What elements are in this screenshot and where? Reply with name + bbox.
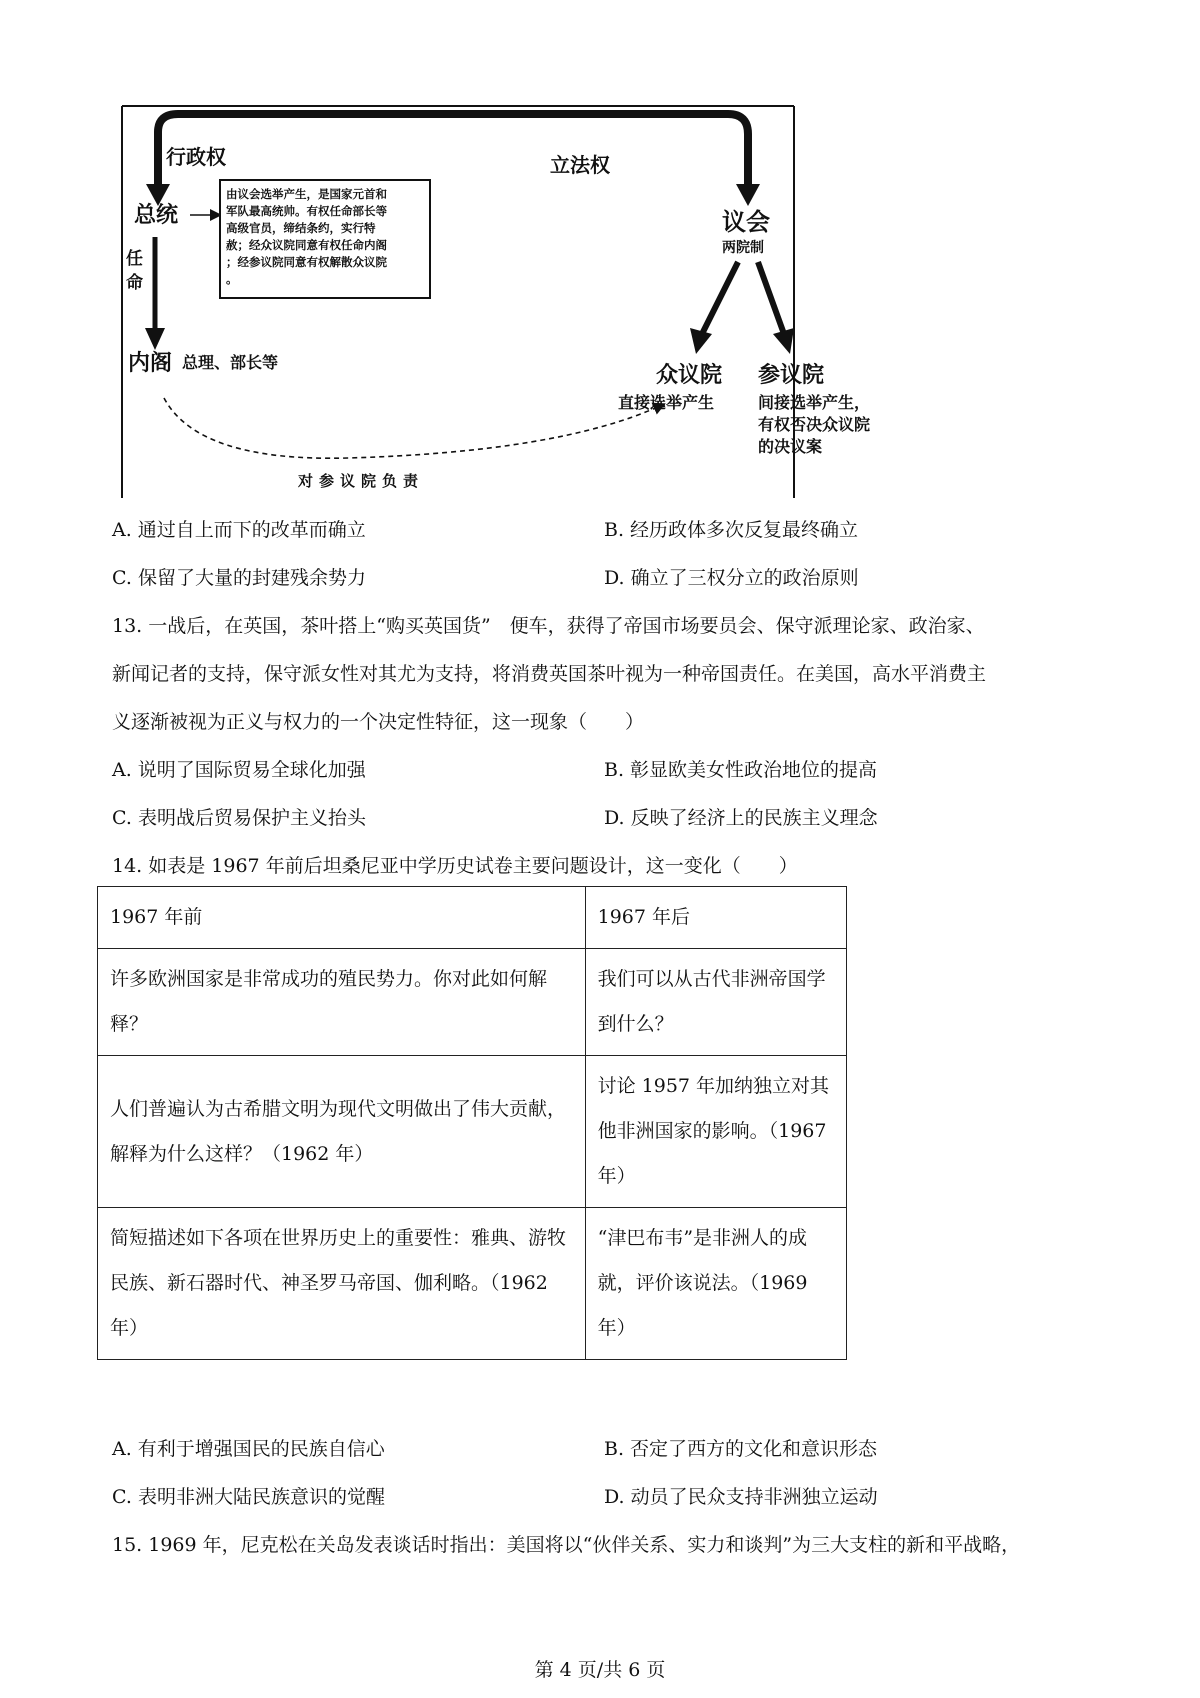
president-label: 总统 xyxy=(134,203,179,228)
diagram-svg xyxy=(118,102,871,502)
table-header-row xyxy=(98,887,847,949)
q13-stem-line-1: 13. 一战后，在英国，茶叶搭上“购买英国货” 便车，获得了帝国市场要员会、保守派理论家、政治家、 xyxy=(112,615,985,637)
responsibility-curve xyxy=(164,398,660,458)
q12-option-d[interactable]: D. 确立了三权分立的政治原则 xyxy=(604,567,859,589)
q12-option-c[interactable]: C. 保留了大量的封建残余势力 xyxy=(112,567,366,589)
q15-stem-line-1: 15. 1969 年，尼克松在关岛发表谈话时指出：美国将以“伙伴关系、实力和谈判”为三大支柱的新和平战略， xyxy=(112,1534,1021,1556)
lower-house-arrowhead xyxy=(690,328,712,354)
q13-stem-line-2: 新闻记者的支持，保守派女性对其尤为支持，将消费英国茶叶视为一种帝国责任。在美国，高水平消费主 xyxy=(112,663,987,685)
executive-label: 行政权 xyxy=(166,145,226,169)
q12-option-a[interactable]: A. 通过自上而下的改革而确立 xyxy=(112,519,366,541)
appoint-label-1: 任 xyxy=(126,249,143,269)
q14-option-b[interactable]: B. 否定了西方的文化和意识形态 xyxy=(604,1438,878,1460)
cabinet-note: 总理、部长等 xyxy=(182,353,279,372)
legislative-label: 立法权 xyxy=(550,153,610,177)
q14-option-a[interactable]: A. 有利于增强国民的民族自信心 xyxy=(112,1438,385,1460)
cell-before: 许多欧洲国家是非常成功的殖民势力。你对此如何解释？ xyxy=(98,949,586,1056)
arrow-to-lower-house xyxy=(702,262,738,334)
president-note: 由议会选举产生，是国家元首和 军队最高统帅。有权任命部长等 高级官员，缔结条约，实行特 赦；经众议院同意有权任命内阁 ；经参议院同意有权解散众议院 。 xyxy=(226,187,387,286)
cell-after: “津巴布韦”是非洲人的成就，评价该说法。（1969 年） xyxy=(585,1208,846,1360)
upper-house-arrowhead xyxy=(773,328,794,354)
government-structure-diagram xyxy=(118,102,871,502)
header-before-1967: 1967 年前 xyxy=(98,887,586,949)
table-row xyxy=(98,1056,847,1208)
arrow-to-upper-house xyxy=(758,262,784,334)
upper-house-label: 参议院 xyxy=(758,363,825,388)
cell-before: 人们普遍认为古希腊文明为现代文明做出了伟大贡献，解释为什么这样？（1962 年） xyxy=(98,1056,586,1208)
cell-after: 讨论 1957 年加纳独立对其他非洲国家的影响。（1967 年） xyxy=(585,1056,846,1208)
cell-after: 我们可以从古代非洲帝国学到什么？ xyxy=(585,949,846,1056)
q13-option-b[interactable]: B. 彰显欧美女性政治地位的提高 xyxy=(604,759,878,781)
q14-table xyxy=(97,886,847,1360)
table-row xyxy=(98,949,847,1056)
legislative-arrowhead xyxy=(736,184,760,206)
q12-option-b[interactable]: B. 经历政体多次反复最终确立 xyxy=(604,519,859,541)
lower-house-note: 直接选举产生 xyxy=(618,393,715,412)
bicameral-label: 两院制 xyxy=(722,240,764,256)
q13-option-c[interactable]: C. 表明战后贸易保护主义抬头 xyxy=(112,807,366,829)
page-footer: 第 4 页/共 6 页 xyxy=(534,1659,666,1681)
upper-house-note: 间接选举产生， 有权否决众议院 的决议案 xyxy=(758,393,871,456)
table-row xyxy=(98,1208,847,1360)
cell-before: 简短描述如下各项在世界历史上的重要性：雅典、游牧民族、新石器时代、神圣罗马帝国、伽利略。（1962 年） xyxy=(98,1208,586,1360)
q13-option-a[interactable]: A. 说明了国际贸易全球化加强 xyxy=(112,759,366,781)
lower-house-label: 众议院 xyxy=(656,363,723,388)
q14-option-d[interactable]: D. 动员了民众支持非洲独立运动 xyxy=(604,1486,878,1508)
header-after-1967: 1967 年后 xyxy=(585,887,846,949)
q14-stem: 14. 如表是 1967 年前后坦桑尼亚中学历史试卷主要问题设计，这一变化（ ） xyxy=(112,855,798,877)
responsibility-label: 对参议院负责 xyxy=(298,472,425,490)
appoint-label-2: 命 xyxy=(126,273,143,293)
q14-option-c[interactable]: C. 表明非洲大陆民族意识的觉醒 xyxy=(112,1486,385,1508)
appoint-arrowhead xyxy=(145,328,165,350)
cabinet-label: 内阁 xyxy=(128,351,173,376)
q13-option-d[interactable]: D. 反映了经济上的民族主义理念 xyxy=(604,807,878,829)
parliament-label: 议会 xyxy=(722,208,770,236)
q13-stem-line-3: 义逐渐被视为正义与权力的一个决定性特征，这一现象（ ） xyxy=(112,711,645,733)
